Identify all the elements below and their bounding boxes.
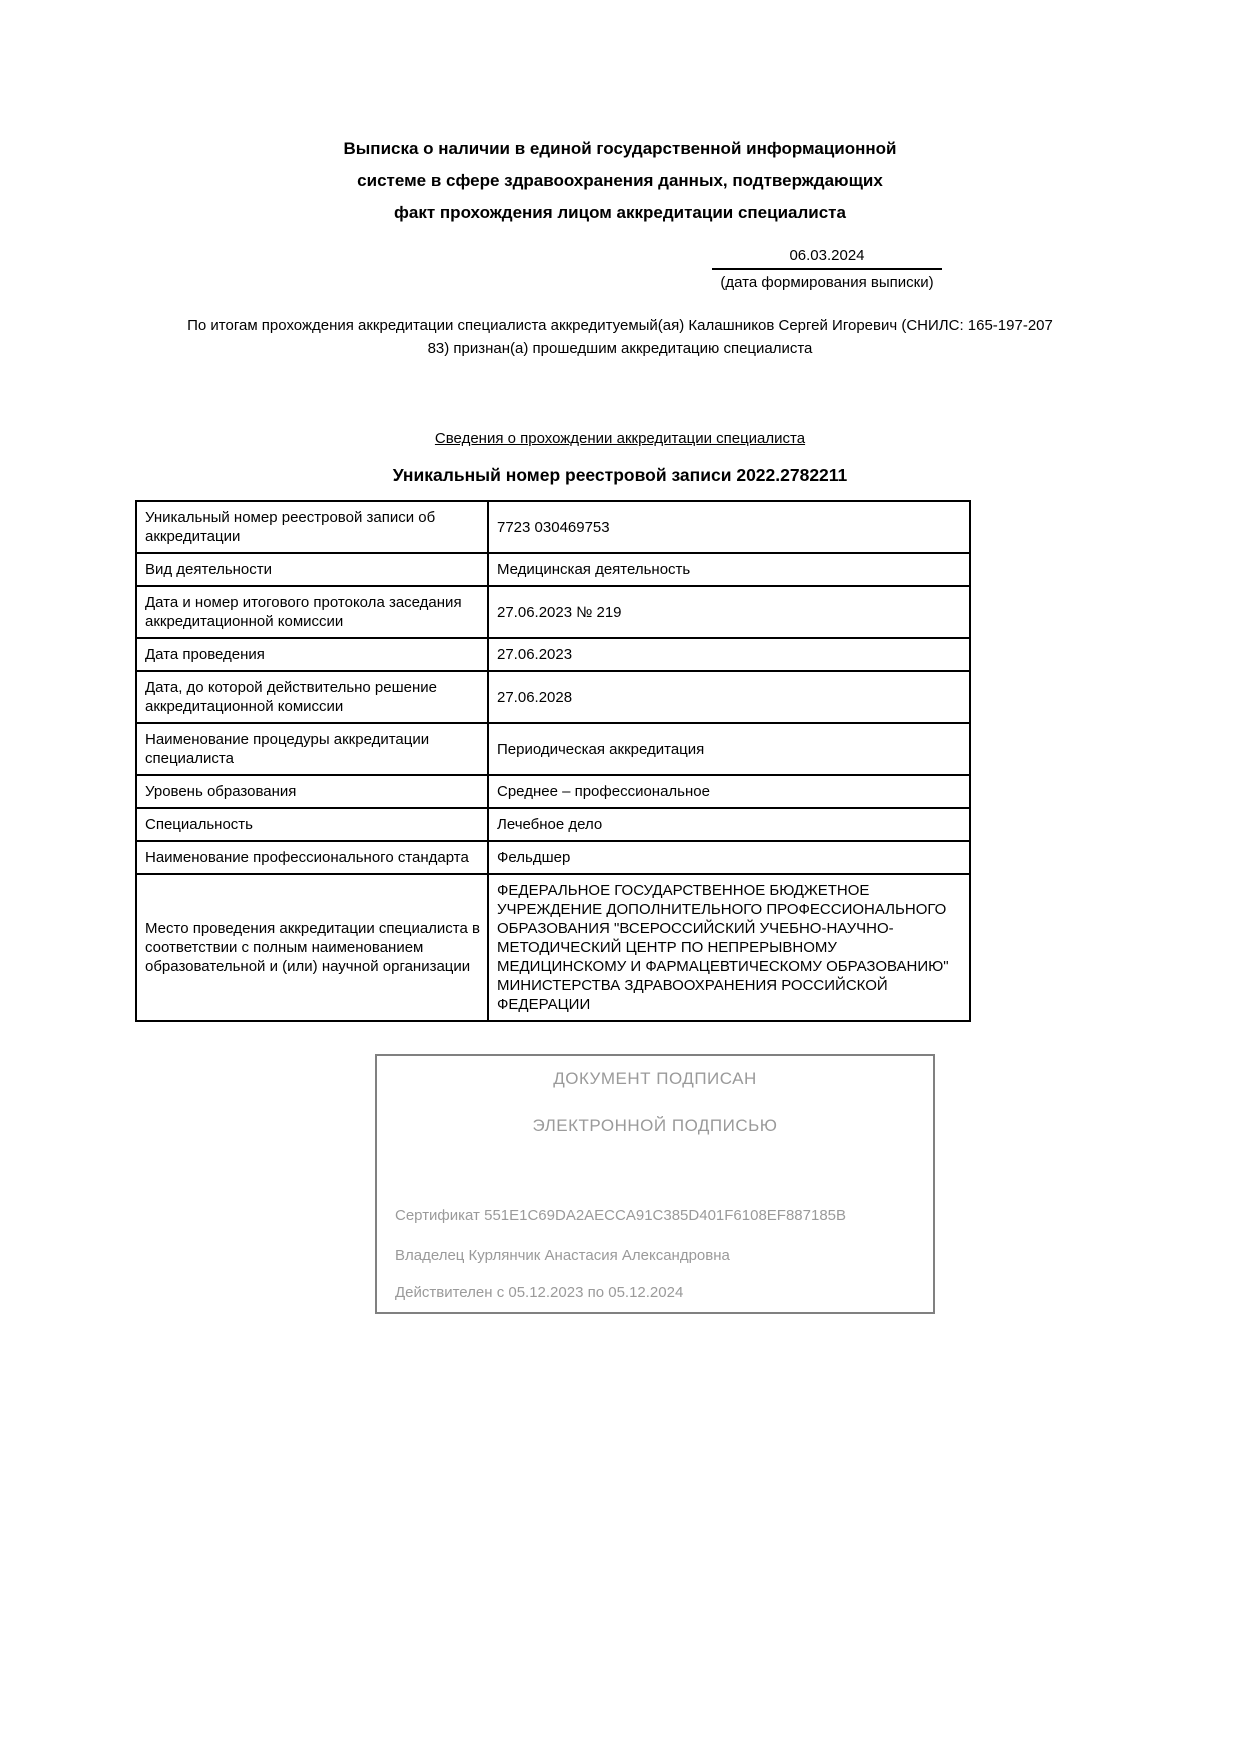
row-value: Медицинская деятельность [488,553,970,586]
signature-box [375,1054,935,1314]
row-label: Уникальный номер реестровой записи об аккредитации [136,501,488,553]
row-label: Место проведения аккредитации специалиста в соответствии с полным наименованием образовательной и (или) научной организации [136,874,488,1021]
section-heading: Сведения о прохождении аккредитации специалиста [434,430,806,447]
signature-owner: Владелец Курлянчик Анастасия Александровна [395,1247,730,1264]
row-label: Дата проведения [136,638,488,671]
row-value: 7723 030469753 [488,501,970,553]
table-row [136,638,970,671]
row-value: Среднее – профессиональное [488,775,970,808]
table-row [136,841,970,874]
date-block [712,246,942,292]
row-label: Наименование профессионального стандарта [136,841,488,874]
signature-heading-line1: ДОКУМЕНТ ПОДПИСАН [553,1069,757,1088]
row-label: Наименование процедуры аккредитации специалиста [136,723,488,775]
accreditation-table [135,500,971,1022]
row-value: Лечебное дело [488,808,970,841]
row-value: 27.06.2023 № 219 [488,586,970,638]
extract-date: 06.03.2024 [712,246,942,270]
registry-number-line: Уникальный номер реестровой записи 2022.2782211 [392,465,848,485]
intro-paragraph: По итогам прохождения аккредитации специалиста аккредитуемый(ая) Калашников Сергей Игоревич (СНИЛС: 165-197-207 83) признан(а) прошедшим аккредитацию специалиста [187,317,1053,357]
row-label: Дата, до которой действительно решение аккредитационной комиссии [136,671,488,723]
document-title: Выписка о наличии в единой государственной информационной системе в сфере здравоохранения данных, подтверждающих факт прохождения лицом аккредитации специалиста [343,139,897,222]
table-row [136,671,970,723]
signature-certificate: Сертификат 551E1C69DA2AECCA91C385D401F6108EF887185B [395,1207,847,1224]
row-value: ФЕДЕРАЛЬНОЕ ГОСУДАРСТВЕННОЕ БЮДЖЕТНОЕ УЧРЕЖДЕНИЕ ДОПОЛНИТЕЛЬНОГО ПРОФЕССИОНАЛЬНОГО ОБРАЗОВАНИЯ "ВСЕРОССИЙСКИЙ УЧЕБНО-НАУЧНО-МЕТОДИЧЕСКИЙ ЦЕНТР ПО НЕПРЕРЫВНОМУ МЕДИЦИНСКОМУ И ФАРМАЦЕВТИЧЕСКОМУ ОБРАЗОВАНИЮ" МИНИСТЕРСТВА ЗДРАВООХРАНЕНИЯ РОССИЙСКОЙ ФЕДЕРАЦИИ [488,874,970,1021]
table-row [136,775,970,808]
row-value: 27.06.2028 [488,671,970,723]
table-row [136,501,970,553]
signature-heading-line2: ЭЛЕКТРОННОЙ ПОДПИСЬЮ [532,1116,778,1135]
row-label: Специальность [136,808,488,841]
row-label: Уровень образования [136,775,488,808]
row-label: Вид деятельности [136,553,488,586]
table-row [136,586,970,638]
row-label: Дата и номер итогового протокола заседания аккредитационной комиссии [136,586,488,638]
table-row [136,874,970,1021]
row-value: Фельдшер [488,841,970,874]
extract-date-caption: (дата формирования выписки) [720,274,934,291]
table-row [136,723,970,775]
row-value: Периодическая аккредитация [488,723,970,775]
signature-validity: Действителен с 05.12.2023 по 05.12.2024 [395,1284,684,1301]
row-value: 27.06.2023 [488,638,970,671]
table-row [136,553,970,586]
table-row [136,808,970,841]
